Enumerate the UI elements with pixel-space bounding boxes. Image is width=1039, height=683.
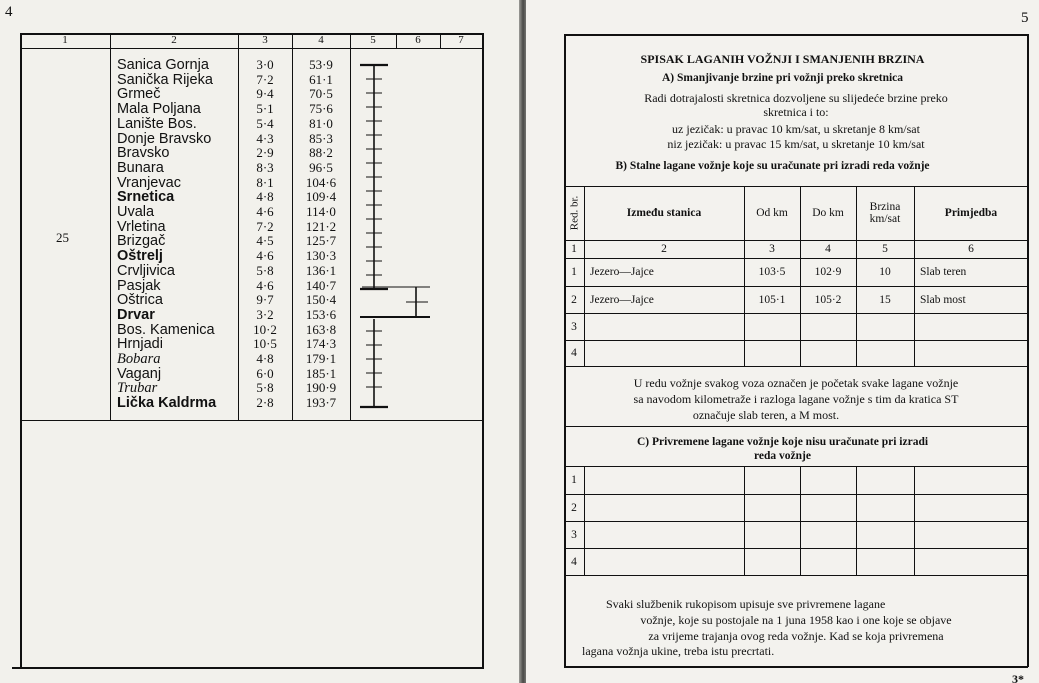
col-number: 5 bbox=[370, 34, 376, 46]
b-cell-from: 103·5 bbox=[758, 266, 786, 278]
kilometer-mark: 121·2 bbox=[305, 218, 337, 234]
kilometer-mark: 85·3 bbox=[309, 130, 333, 146]
frame-top bbox=[564, 34, 1028, 36]
station-name: Sanica Gornja bbox=[117, 57, 209, 73]
b-colnum: 3 bbox=[769, 243, 775, 255]
kilometer-mark: 70·5 bbox=[309, 86, 333, 102]
col-number: 2 bbox=[171, 34, 177, 46]
b-cell-note: Slab teren bbox=[920, 266, 967, 278]
section-distance: 8·1 bbox=[256, 174, 274, 190]
c-table-bottom bbox=[564, 575, 1028, 576]
b-colnum: 5 bbox=[882, 243, 888, 255]
section-distance: 4·3 bbox=[256, 130, 274, 146]
section-a-line2: skretnica i to: bbox=[763, 105, 829, 119]
col-number: 1 bbox=[62, 34, 68, 46]
kilometer-mark: 163·8 bbox=[305, 321, 337, 337]
kilometer-mark: 104·6 bbox=[305, 174, 337, 190]
station-name: Bunara bbox=[117, 159, 164, 176]
kilometer-mark: 193·7 bbox=[305, 395, 337, 411]
signature-mark: 3* bbox=[1012, 672, 1024, 683]
section-distance: 5·4 bbox=[256, 115, 274, 131]
b-header-red-br: Red. br. bbox=[568, 195, 580, 231]
b-cell-note: Slab most bbox=[920, 293, 966, 306]
station-name: Bos. Kamenica bbox=[117, 321, 215, 338]
b-cell-note bbox=[914, 340, 1028, 366]
page-title: SPISAK LAGANIH VOŽNJI I SMANJENIH BRZINA bbox=[640, 52, 925, 66]
b-cell-speed bbox=[856, 313, 914, 340]
kilometer-mark: 185·1 bbox=[305, 365, 337, 381]
section-distance: 9·7 bbox=[256, 292, 274, 308]
station-name: Oštrelj bbox=[117, 248, 163, 265]
section-a-heading: A) Smanjivanje brzine pri vožnji preko skretnica bbox=[661, 72, 904, 84]
kilometer-mark: 114·0 bbox=[306, 204, 336, 219]
section-distance: 9·4 bbox=[256, 86, 274, 102]
station-name: Vranjevac bbox=[117, 174, 181, 191]
c-col-line bbox=[856, 466, 857, 576]
row-marker: 25 bbox=[56, 230, 69, 245]
b-cell-no: 2 bbox=[571, 293, 577, 306]
c-row-number: 3 bbox=[571, 528, 577, 541]
b-cell-no: 1 bbox=[571, 266, 577, 278]
kilometer-mark: 179·1 bbox=[305, 351, 337, 366]
station-name: Bravsko bbox=[117, 145, 170, 162]
c-col-line bbox=[800, 466, 801, 576]
kilometer-mark: 150·4 bbox=[305, 292, 337, 308]
b-cell-to bbox=[800, 340, 856, 366]
kilometer-mark: 174·3 bbox=[305, 336, 337, 352]
c-top-rule bbox=[564, 426, 1028, 427]
c-table-top bbox=[564, 466, 1028, 467]
station-name: Sanička Rijeka bbox=[117, 71, 213, 88]
kilometer-mark: 61·1 bbox=[309, 71, 333, 87]
c-row-line bbox=[564, 494, 1028, 495]
kilometer-mark: 125·7 bbox=[305, 233, 337, 249]
b-header-primjedba: Primjedba bbox=[944, 207, 998, 219]
b-cell-between: Jezero—Jajce bbox=[590, 266, 654, 278]
station-name: Oštrica bbox=[117, 292, 163, 309]
b-note-line1: U redu vožnje svakog voza označen je početak svake lagane vožnje bbox=[633, 376, 959, 390]
b-cell-to bbox=[800, 313, 856, 340]
section-distance: 4·5 bbox=[256, 233, 274, 249]
c-col-line bbox=[584, 466, 585, 576]
footer-line2: vožnje, koje su postojale na 1 juna 1958 kao i one koje se objave bbox=[640, 613, 952, 627]
kilometer-mark: 190·9 bbox=[305, 380, 337, 396]
section-distance: 6·0 bbox=[256, 365, 274, 381]
b-cell-note bbox=[914, 313, 1028, 340]
kilometer-mark: 88·2 bbox=[309, 145, 333, 161]
c-row-number: 1 bbox=[571, 473, 577, 486]
b-colnum: 2 bbox=[661, 243, 667, 255]
kilometer-mark: 153·6 bbox=[305, 306, 337, 322]
kilometer-mark: 75·6 bbox=[309, 101, 333, 117]
station-name: Vaganj bbox=[117, 365, 162, 382]
table-bottom-border bbox=[12, 667, 484, 669]
b-header-do-km: Do km bbox=[812, 207, 844, 219]
section-distance: 4·6 bbox=[256, 248, 274, 264]
b-cell-between bbox=[584, 313, 744, 340]
section-a-line1: Radi dotrajalosti skretnica dozvoljene su slijedeće brzine preko bbox=[644, 91, 948, 105]
station-name: Grmeč bbox=[117, 86, 161, 103]
station-name: Donje Bravsko bbox=[117, 130, 212, 147]
footer-line4: lagana vožnja ukine, treba istu precrtati. bbox=[582, 644, 775, 658]
b-cell-speed bbox=[856, 340, 914, 366]
b-header-izmedju: Između stanica bbox=[626, 207, 702, 219]
c-row-number: 2 bbox=[571, 501, 577, 514]
c-row-number: 4 bbox=[571, 555, 577, 568]
section-distance: 4·8 bbox=[256, 189, 274, 205]
col-number: 7 bbox=[458, 34, 464, 46]
c-row-line bbox=[564, 521, 1028, 522]
b-colnum: 6 bbox=[968, 243, 974, 255]
slow-run-diagram bbox=[350, 49, 482, 421]
section-c-heading-2: reda vožnje bbox=[754, 450, 811, 462]
col-number: 3 bbox=[262, 34, 268, 46]
kilometer-mark: 81·0 bbox=[309, 115, 333, 131]
station-name: Lička Kaldrma bbox=[117, 395, 217, 412]
b-cell-speed: 15 bbox=[879, 293, 891, 306]
right-page bbox=[526, 0, 1039, 683]
page-number: 4 bbox=[5, 4, 13, 20]
station-name: Trubar bbox=[117, 380, 158, 397]
station-name: Pasjak bbox=[117, 277, 161, 294]
b-cell-between: Jezero—Jajce bbox=[590, 293, 654, 306]
footer-line1: Svaki službenik rukopisom upisuje sve privremene lagane bbox=[606, 597, 886, 611]
section-distance: 4·6 bbox=[256, 277, 274, 293]
section-distance: 5·8 bbox=[256, 380, 274, 396]
section-a-line4: niz jezičak: u pravac 15 km/sat, u skretanje 10 km/sat bbox=[667, 137, 925, 151]
station-name: Crvljivica bbox=[117, 262, 175, 279]
section-b-heading: B) Stalne lagane vožnje koje su uračunate pri izradi reda vožnje bbox=[615, 160, 930, 172]
section-distance: 4·6 bbox=[256, 204, 274, 219]
table-left-border bbox=[20, 33, 22, 668]
b-header-od-km: Od km bbox=[756, 207, 788, 219]
section-distance: 4·8 bbox=[256, 351, 274, 366]
b-cell-speed: 10 bbox=[879, 266, 891, 278]
station-name: Vrletina bbox=[117, 218, 166, 235]
b-cell-no: 4 bbox=[571, 347, 577, 359]
section-distance: 3·2 bbox=[256, 306, 274, 322]
b-cell-to: 102·9 bbox=[814, 266, 842, 278]
station-name: Mala Poljana bbox=[117, 101, 201, 118]
section-distance: 10·5 bbox=[253, 336, 277, 352]
b-header-brzina: Brzina km/sat bbox=[869, 201, 901, 225]
kilometer-mark: 130·3 bbox=[305, 248, 337, 264]
b-cell-from: 105·1 bbox=[758, 293, 786, 306]
b-cell-no: 3 bbox=[571, 320, 577, 333]
b-colnum: 4 bbox=[825, 243, 831, 255]
section-distance: 8·3 bbox=[256, 159, 274, 175]
station-name: Srnetica bbox=[117, 189, 175, 206]
col-number: 6 bbox=[415, 34, 421, 46]
station-name: Hrnjadi bbox=[117, 336, 163, 353]
section-distance: 7·2 bbox=[256, 71, 274, 87]
kilometer-mark: 109·4 bbox=[305, 189, 337, 205]
section-distance: 2·8 bbox=[256, 395, 274, 411]
section-distance: 2·9 bbox=[256, 145, 274, 161]
station-name: Brizgač bbox=[117, 233, 166, 250]
b-table-bottom bbox=[564, 366, 1028, 367]
b-cell-to: 105·2 bbox=[814, 293, 842, 306]
section-c-heading-1: C) Privremene lagane vožnje koje nisu uračunate pri izradi bbox=[636, 436, 929, 448]
table-right-border bbox=[482, 33, 484, 668]
section-distance: 7·2 bbox=[256, 218, 274, 234]
kilometer-mark: 96·5 bbox=[309, 159, 333, 175]
station-name: Lanište Bos. bbox=[117, 115, 197, 132]
b-cell-from bbox=[744, 313, 800, 340]
station-name: Bobara bbox=[117, 351, 161, 367]
frame-bottom bbox=[564, 666, 1028, 668]
b-cell-from bbox=[744, 340, 800, 366]
b-note-line2: sa navodom kilometraže i razloga lagane vožnje s tim da kratica ST bbox=[633, 392, 959, 406]
page-number: 5 bbox=[1021, 10, 1029, 26]
c-col-line bbox=[914, 466, 915, 576]
b-colnum: 1 bbox=[571, 243, 577, 255]
kilometer-mark: 136·1 bbox=[305, 262, 337, 278]
kilometer-mark: 140·7 bbox=[305, 277, 337, 293]
section-distance: 3·0 bbox=[256, 57, 274, 72]
b-note-line3: označuje slab teren, a M most. bbox=[692, 408, 840, 422]
footer-line3: za vrijeme trajanja ovog reda vožnje. Kad se koja privremena bbox=[648, 629, 944, 643]
station-name: Drvar bbox=[117, 306, 155, 323]
section-distance: 5·8 bbox=[256, 262, 274, 278]
section-distance: 10·2 bbox=[253, 321, 277, 337]
b-cell-between bbox=[584, 340, 744, 366]
c-row-line bbox=[564, 548, 1028, 549]
col-divider-1 bbox=[110, 33, 111, 421]
kilometer-mark: 53·9 bbox=[309, 57, 333, 72]
section-a-line3: uz jezičak: u pravac 10 km/sat, u skretanje 8 km/sat bbox=[672, 122, 920, 136]
c-col-line bbox=[744, 466, 745, 576]
section-distance: 5·1 bbox=[256, 101, 274, 117]
station-name: Uvala bbox=[117, 204, 155, 220]
col-number: 4 bbox=[318, 34, 324, 46]
